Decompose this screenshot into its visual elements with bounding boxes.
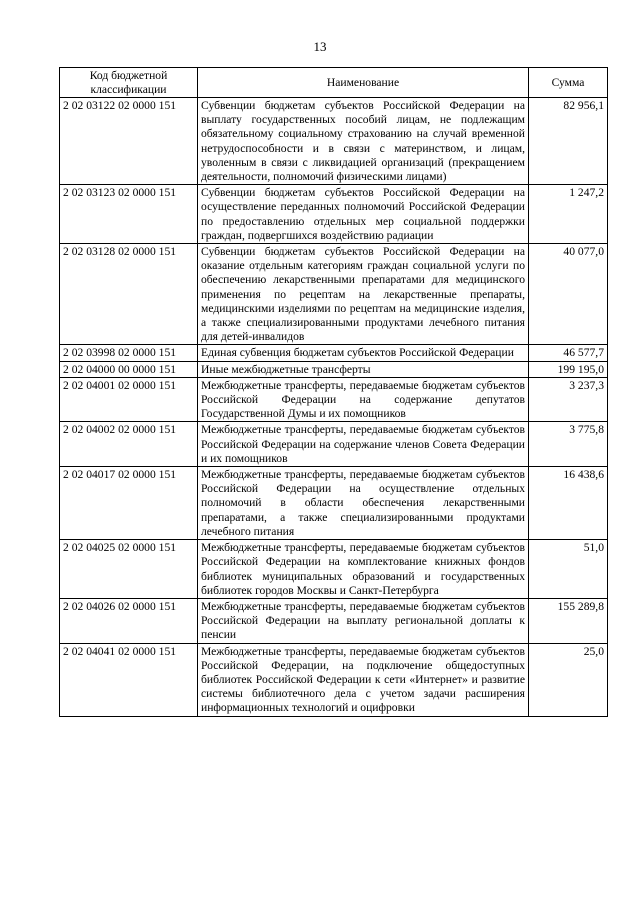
cell-sum: 155 289,8 [529, 598, 608, 643]
table-row [60, 244, 608, 345]
cell-name: Межбюджетные трансферты, передаваемые бюджетам субъектов Российской Федерации на выплату региональной доплаты к пенсии [198, 598, 529, 643]
cell-name: Субвенции бюджетам субъектов Российской Федерации на оказание отдельным категориям граждан социальной услуги по обеспечению лекарственными препаратами для медицинского применения по рецептам на лекарственные препараты, медицинскими изделиями по рецептам на медицинские изделия, а также специализированными продуктами лечебного питания для детей-инвалидов [198, 244, 529, 345]
table-row [60, 98, 608, 185]
cell-sum: 3 775,8 [529, 422, 608, 467]
table-row [60, 185, 608, 244]
cell-code: 2 02 04017 02 0000 151 [60, 467, 198, 540]
cell-code: 2 02 03123 02 0000 151 [60, 185, 198, 244]
cell-name: Межбюджетные трансферты, передаваемые бюджетам субъектов Российской Федерации на содержание депутатов Государственной Думы и их помощников [198, 377, 529, 422]
cell-sum: 3 237,3 [529, 377, 608, 422]
cell-sum: 16 438,6 [529, 467, 608, 540]
cell-sum: 25,0 [529, 643, 608, 716]
cell-name: Единая субвенция бюджетам субъектов Российской Федерации [198, 345, 529, 361]
cell-sum: 46 577,7 [529, 345, 608, 361]
cell-code: 2 02 04002 02 0000 151 [60, 422, 198, 467]
page-number: 13 [313, 39, 327, 54]
table-header-row [60, 68, 608, 98]
cell-code: 2 02 04041 02 0000 151 [60, 643, 198, 716]
cell-name: Субвенции бюджетам субъектов Российской Федерации на выплату государственных пособий лицам, не подлежащим обязательному социальному страхованию на случай временной нетрудоспособности и в связи с материнством, и лицам, уволенным в связи с ликвидацией организаций (прекращением деятельности, полномочий физическими лицами) [198, 98, 529, 185]
header-sum: Сумма [529, 68, 608, 98]
cell-code: 2 02 04026 02 0000 151 [60, 598, 198, 643]
cell-code: 2 02 04001 02 0000 151 [60, 377, 198, 422]
header-code: Код бюджетной классификации [60, 68, 198, 98]
table-row [60, 598, 608, 643]
table-row [60, 361, 608, 377]
cell-sum: 82 956,1 [529, 98, 608, 185]
cell-sum: 51,0 [529, 540, 608, 599]
budget-table [59, 67, 608, 717]
table-body [60, 98, 608, 717]
cell-name: Межбюджетные трансферты, передаваемые бюджетам субъектов Российской Федерации на содержание членов Совета Федерации и их помощников [198, 422, 529, 467]
cell-code: 2 02 03128 02 0000 151 [60, 244, 198, 345]
cell-code: 2 02 03998 02 0000 151 [60, 345, 198, 361]
table-row [60, 643, 608, 716]
cell-name: Межбюджетные трансферты, передаваемые бюджетам субъектов Российской Федерации на комплектование книжных фондов библиотек муниципальных образований и государственных библиотек городов Москвы и Санкт-Петербурга [198, 540, 529, 599]
table-row [60, 377, 608, 422]
table-row [60, 422, 608, 467]
table-row [60, 467, 608, 540]
cell-name: Межбюджетные трансферты, передаваемые бюджетам субъектов Российской Федерации, на подключение общедоступных библиотек Российской Федерации к сети «Интернет» и развитие системы библиотечного дела с учетом задачи расширения информационных технологий и оцифровки [198, 643, 529, 716]
header-name: Наименование [198, 68, 529, 98]
cell-code: 2 02 04000 00 0000 151 [60, 361, 198, 377]
cell-name: Межбюджетные трансферты, передаваемые бюджетам субъектов Российской Федерации на осуществление отдельных полномочий в области обеспечения лекарственными препаратами, а также специализированными продуктами лечебного питания [198, 467, 529, 540]
cell-name: Субвенции бюджетам субъектов Российской Федерации на осуществление переданных полномочий Российской Федерации по предоставлению отдельных мер социальной поддержки граждан, подвергшихся воздействию радиации [198, 185, 529, 244]
table-row [60, 345, 608, 361]
cell-code: 2 02 04025 02 0000 151 [60, 540, 198, 599]
cell-sum: 40 077,0 [529, 244, 608, 345]
cell-name: Иные межбюджетные трансферты [198, 361, 529, 377]
cell-code: 2 02 03122 02 0000 151 [60, 98, 198, 185]
cell-sum: 199 195,0 [529, 361, 608, 377]
cell-sum: 1 247,2 [529, 185, 608, 244]
table-row [60, 540, 608, 599]
